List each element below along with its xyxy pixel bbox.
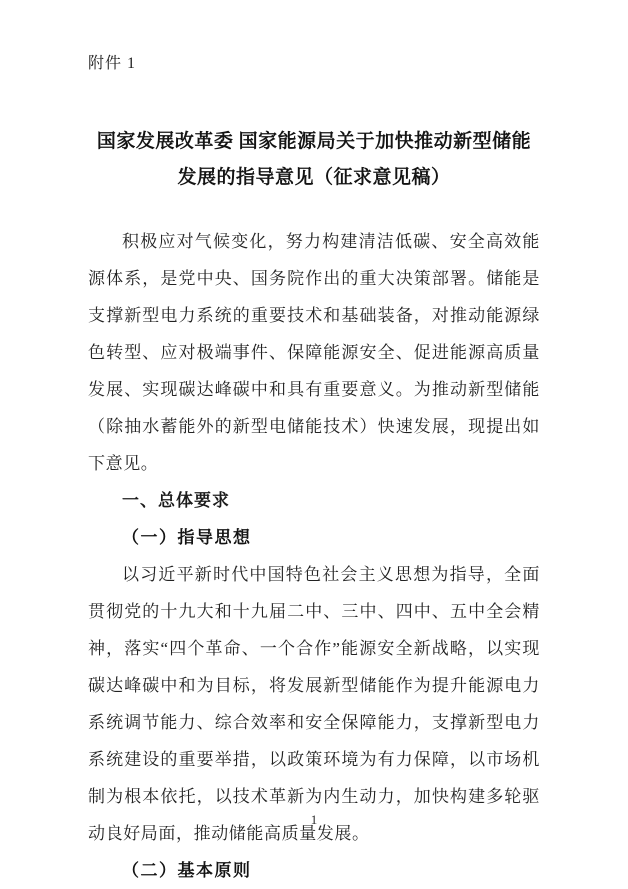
heading-basic-principles: （二）基本原则 xyxy=(122,861,252,880)
paragraph-guiding-ideology: 以习近平新时代中国特色社会主义思想为指导，全面贯彻党的十九大和十九届二中、三中、四中、五中全会精神，落实“四个革命、一个合作”能源安全新战略，以实现碳达峰碳中和为目标，将发展新型储能作为提升能源电力系统调节能力、综合效率和安全保障能力，支撑新型电力系统建设的重要举措，以政策环境为有力保障，以市场机制为根本依托，以技术革新为内生动力，加快构建多轮驱动良好局面，推动储能高质量发展。 xyxy=(88,565,540,843)
document-body xyxy=(88,223,540,889)
attachment-label: 附件 1 xyxy=(88,55,137,72)
heading-guiding-ideology: （一）指导思想 xyxy=(122,528,252,547)
page-number: 1 xyxy=(310,812,318,827)
heading-overall-requirements: 一、总体要求 xyxy=(122,491,230,510)
document-title: 国家发展改革委 国家能源局关于加快推动新型储能发展的指导意见（征求意见稿） xyxy=(96,131,532,188)
paragraph-intro: 积极应对气候变化，努力构建清洁低碳、安全高效能源体系，是党中央、国务院作出的重大决策部署。储能是支撑新型电力系统的重要技术和基础装备，对推动能源绿色转型、应对极端事件、保障能源安全、促进能源高质量发展、实现碳达峰碳中和具有重要意义。为推动新型储能（除抽水蓄能外的新型电储能技术）快速发展，现提出如下意见。 xyxy=(88,232,540,473)
